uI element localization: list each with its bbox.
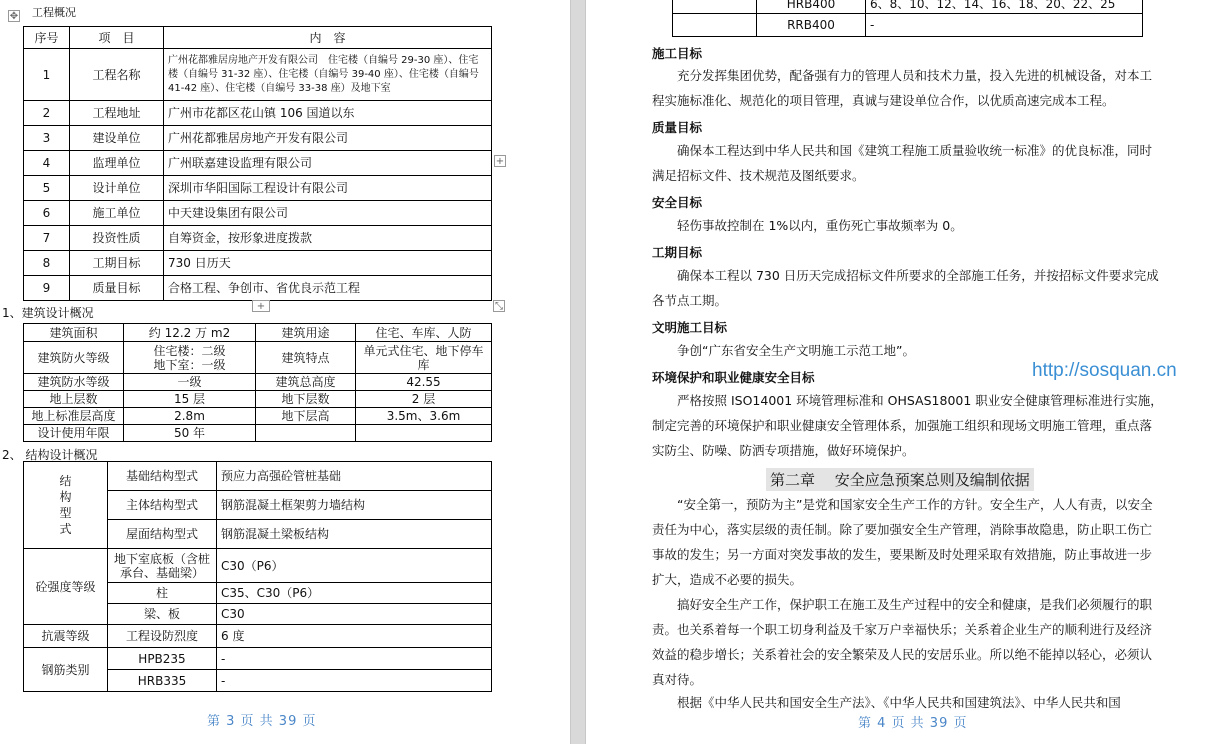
cell: 预应力高强砼管桩基础 <box>217 462 492 491</box>
cell: 42.55 <box>356 374 492 391</box>
section-title: 质量目标 <box>652 120 703 135</box>
struct-heading: 2、 结构设计概况 <box>2 448 98 462</box>
row-content: 广州市花都区花山镇 106 国道以东 <box>164 101 492 126</box>
group-label: 结 构 型 式 <box>24 462 108 549</box>
page-footer: 第 4 页 共 39 页 <box>858 716 968 731</box>
cell: 50 年 <box>124 425 256 442</box>
table-resize-icon[interactable]: ⤡ <box>495 301 503 312</box>
cell: 约 12.2 万 m2 <box>124 324 256 342</box>
row-item: 工程地址 <box>70 101 164 126</box>
arch-heading: 1、建筑设计概况 <box>2 306 94 320</box>
row-item: 投资性质 <box>70 226 164 251</box>
section-title: 环境保护和职业健康安全目标 <box>652 370 815 385</box>
table-row <box>24 251 492 276</box>
cell: C35、C30（P6） <box>217 583 492 604</box>
watermark-link: http://sosquan.cn <box>1032 360 1177 381</box>
cell: C30 <box>217 604 492 625</box>
row-no: 8 <box>24 251 70 276</box>
row-content: 自筹资金，按形象进度拨款 <box>164 226 492 251</box>
paragraph: 确保本工程以 730 日历天完成招标文件所要求的全部施工任务，并按招标文件要求完成各节点工期。 <box>652 268 1159 308</box>
cell: 抗震等级 <box>24 625 108 648</box>
table-row <box>24 276 492 301</box>
group-label: 砼强度等级 <box>24 549 108 625</box>
row-item: 施工单位 <box>70 201 164 226</box>
row-item: 质量目标 <box>70 276 164 301</box>
row-content: 广州花都雅居房地产开发有限公司 住宅楼（自编号 29-30 座）、住宅楼（自编号 31-32 座）、住宅楼（自编号 39-40 座）、住宅楼（自编号 41-42 座）、住宅楼（自编号 33-38 座）及地下室 <box>164 49 492 101</box>
cell: 设计使用年限 <box>24 425 124 442</box>
row-no: 1 <box>24 49 70 101</box>
add-column-icon[interactable]: + <box>495 156 505 167</box>
overview-heading: 工程概况 <box>32 6 76 19</box>
cell: HRB335 <box>108 670 217 692</box>
row-item: 设计单位 <box>70 176 164 201</box>
cell: 建筑面积 <box>24 324 124 342</box>
table-row <box>24 176 492 201</box>
chapter-heading: 第二章 安全应急预案总则及编制依据 <box>766 468 1034 491</box>
cell: 地上层数 <box>24 391 124 408</box>
cell: - <box>217 648 492 670</box>
table-row <box>24 151 492 176</box>
page-4 <box>586 0 1205 744</box>
cell-empty <box>673 14 757 37</box>
header-no: 序号 <box>24 27 70 49</box>
row-content: 深圳市华阳国际工程设计有限公司 <box>164 176 492 201</box>
row-no: 4 <box>24 151 70 176</box>
arch-design-table <box>23 323 492 442</box>
section-title: 工期目标 <box>652 245 703 260</box>
cell-empty <box>356 425 492 442</box>
row-item: 工程名称 <box>70 49 164 101</box>
paragraph: 根据《中华人民共和国安全生产法》、《中华人民共和国建筑法》、中华人民共和国 <box>677 695 1121 710</box>
cell-empty <box>256 425 356 442</box>
table-row <box>24 49 492 101</box>
cell: 15 层 <box>124 391 256 408</box>
cell: 一级 <box>124 374 256 391</box>
header-content: 内 容 <box>164 27 492 49</box>
cell: 建筑总高度 <box>256 374 356 391</box>
row-no: 7 <box>24 226 70 251</box>
cell: - <box>217 670 492 692</box>
cell-fire-rating <box>124 342 256 374</box>
cell: HRB400 <box>757 0 866 14</box>
struct-design-table <box>23 461 492 692</box>
overview-table <box>23 26 492 301</box>
page-footer: 第 3 页 共 39 页 <box>207 714 317 729</box>
row-content: 广州花都雅居房地产开发有限公司 <box>164 126 492 151</box>
rebar-table-continued <box>672 0 1143 37</box>
cell: HPB235 <box>108 648 217 670</box>
cell: 钢筋混凝土梁板结构 <box>217 520 492 549</box>
section-title: 安全目标 <box>652 195 703 210</box>
row-no: 3 <box>24 126 70 151</box>
cell: 工程设防烈度 <box>108 625 217 648</box>
row-no: 2 <box>24 101 70 126</box>
cell: 6、8、10、12、14、16、18、20、22、25 <box>866 0 1143 14</box>
row-content: 合格工程、争创市、省优良示范工程 <box>164 276 492 301</box>
cell: 柱 <box>108 583 217 604</box>
table-row <box>24 226 492 251</box>
cell: 梁、板 <box>108 604 217 625</box>
cell: 建筑防火等级 <box>24 342 124 374</box>
cell: 建筑防水等级 <box>24 374 124 391</box>
section-title: 施工目标 <box>652 46 703 61</box>
cell: 3.5m、3.6m <box>356 408 492 425</box>
cell: RRB400 <box>757 14 866 37</box>
cell: 地下室底板（含桩承台、基础梁） <box>108 549 217 583</box>
cell: 地下层数 <box>256 391 356 408</box>
cell: 2 层 <box>356 391 492 408</box>
row-item: 工期目标 <box>70 251 164 276</box>
add-row-icon[interactable]: + <box>252 300 270 312</box>
cell: 建筑用途 <box>256 324 356 342</box>
paragraph: 轻伤事故控制在 1%以内，重伤死亡事故频率为 0。 <box>677 218 963 233</box>
paragraph: 确保本工程达到中华人民共和国《建筑工程施工质量验收统一标准》的优良标准，同时满足招标文件、技术规范及图纸要求。 <box>652 143 1153 183</box>
cell: - <box>866 14 1143 37</box>
cell: 建筑特点 <box>256 342 356 374</box>
row-no: 6 <box>24 201 70 226</box>
cell: 主体结构型式 <box>108 491 217 520</box>
paragraph: 争创“广东省安全生产文明施工示范工地”。 <box>677 343 915 358</box>
cell: C30（P6） <box>217 549 492 583</box>
cell: 单元式住宅、地下停车库 <box>356 342 492 374</box>
table-move-handle-icon[interactable]: ✥ <box>9 11 19 22</box>
fire-rating-line: 地下室：一级 <box>153 357 226 372</box>
cell: 地上标准层高度 <box>24 408 124 425</box>
row-item: 建设单位 <box>70 126 164 151</box>
page-divider <box>570 0 586 744</box>
row-item: 监理单位 <box>70 151 164 176</box>
paragraph: 充分发挥集团优势，配备强有力的管理人员和技术力量，投入先进的机械设备，对本工程实施标准化、规范化的项目管理，真诚与建设单位合作，以优质高速完成本工程。 <box>652 68 1153 108</box>
paragraph: 搞好安全生产工作，保护职工在施工及生产过程中的安全和健康，是我们必须履行的职责。也关系着每一个职工切身利益及千家万户幸福快乐；关系着企业生产的顺利进行及经济效益的稳步增长；关系着社会的安全繁荣及人民的安居乐业。所以绝不能掉以轻心，必须认真对待。 <box>652 597 1153 687</box>
group-label: 钢筋类别 <box>24 648 108 692</box>
header-item: 项 目 <box>70 27 164 49</box>
cell: 2.8m <box>124 408 256 425</box>
fire-rating-line: 住宅楼：二级 <box>153 343 226 358</box>
cell: 6 度 <box>217 625 492 648</box>
row-content: 730 日历天 <box>164 251 492 276</box>
paragraph: “安全第一，预防为主”是党和国家安全生产工作的方针。安全生产，人人有责，以安全责任为中心，落实层级的责任制。除了要加强安全生产管理，消除事故隐患，防止职工伤亡事故的发生；另一方面对突发事故的发生，要果断及时处理采取有效措施，防止事故进一步扩大，造成不必要的损失。 <box>652 497 1153 587</box>
cell: 地下层高 <box>256 408 356 425</box>
section-title: 文明施工目标 <box>652 320 728 335</box>
cell: 钢筋混凝土框架剪力墙结构 <box>217 491 492 520</box>
cell-empty <box>673 0 757 14</box>
row-content: 广州联嘉建设监理有限公司 <box>164 151 492 176</box>
paragraph: 严格按照 ISO14001 环境管理标准和 OHSAS18001 职业安全健康管理标准进行实施，制定完善的环境保护和职业健康安全管理体系，加强施工组织和现场文明施工管理，重点落实防尘、防噪、防洒专项措施，做好环境保护。 <box>652 393 1163 458</box>
page-3 <box>0 0 570 744</box>
cell: 屋面结构型式 <box>108 520 217 549</box>
row-no: 9 <box>24 276 70 301</box>
table-row <box>24 201 492 226</box>
row-content: 中天建设集团有限公司 <box>164 201 492 226</box>
table-row <box>24 126 492 151</box>
cell: 住宅、车库、人防 <box>356 324 492 342</box>
row-no: 5 <box>24 176 70 201</box>
cell: 基础结构型式 <box>108 462 217 491</box>
table-row <box>24 101 492 126</box>
